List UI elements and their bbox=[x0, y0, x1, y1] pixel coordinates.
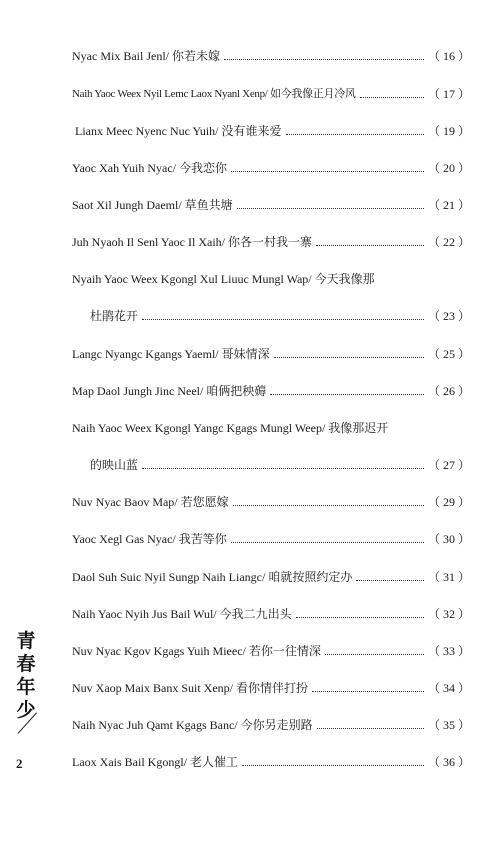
toc-entry-title: Juh Nyaoh Il Senl Yaoc Il Xaih/ 你各一村我一寨 bbox=[72, 235, 312, 249]
dot-leader bbox=[142, 468, 424, 469]
toc-entry-page: （ 26 ） bbox=[427, 384, 470, 398]
toc-entry-page: （ 34 ） bbox=[427, 681, 470, 695]
dot-leader bbox=[233, 505, 424, 506]
dot-leader bbox=[360, 97, 424, 98]
toc-entry[interactable] bbox=[72, 636, 470, 658]
toc-entry-title: Nuv Nyac Baov Map/ 若您愿嫁 bbox=[72, 495, 229, 509]
toc-entry-title: Laox Xais Bail Kgongl/ 老人催工 bbox=[72, 755, 238, 769]
toc-entry-page: （ 25 ） bbox=[427, 347, 470, 361]
book-title-char: 少 bbox=[16, 699, 36, 721]
toc-entry-page: （ 27 ） bbox=[427, 458, 470, 472]
toc-entry[interactable] bbox=[72, 747, 470, 769]
toc-entry[interactable] bbox=[72, 524, 470, 546]
toc-entry[interactable] bbox=[72, 673, 470, 695]
toc-entry[interactable] bbox=[75, 116, 470, 138]
toc-entry-page: （ 35 ） bbox=[427, 718, 470, 732]
toc-entry-page: （ 23 ） bbox=[427, 309, 470, 323]
toc-entry-title: Yaoc Xah Yuih Nyac/ 今我恋你 bbox=[72, 161, 227, 175]
dot-leader bbox=[356, 580, 424, 581]
dot-leader bbox=[325, 654, 424, 655]
toc-entry-title: Naih Yaoc Weex Nyil Lemc Laox Nyanl Xenp/ 如今我像正月冷风 bbox=[72, 88, 356, 100]
toc-entry-title: Nuv Nyac Kgov Kgags Yuih Mieec/ 若你一往情深 bbox=[72, 644, 321, 658]
toc-entry-continuation[interactable] bbox=[90, 301, 470, 323]
toc-entry[interactable] bbox=[72, 264, 470, 286]
dot-leader bbox=[316, 245, 424, 246]
book-title-char: 春 bbox=[16, 653, 36, 675]
toc-entry-page: （ 22 ） bbox=[427, 235, 470, 249]
book-title-char: 年 bbox=[16, 676, 36, 698]
dot-leader bbox=[274, 357, 424, 358]
toc-entry-title: Naih Yaoc Nyih Jus Bail Wul/ 今我二九出头 bbox=[72, 607, 292, 621]
toc-entry[interactable] bbox=[72, 190, 470, 212]
dot-leader bbox=[270, 394, 424, 395]
toc-entry-page: （ 31 ） bbox=[427, 570, 470, 584]
dot-leader bbox=[231, 542, 424, 543]
toc-entry-page: （ 17 ） bbox=[427, 87, 470, 101]
toc-entry[interactable] bbox=[72, 227, 470, 249]
toc-entry-page: （ 29 ） bbox=[427, 495, 470, 509]
dot-leader bbox=[224, 59, 424, 60]
dot-leader bbox=[286, 134, 424, 135]
dot-leader bbox=[237, 208, 424, 209]
toc-entry-title: Nuv Xaop Maix Banx Suit Xenp/ 看你情伴打扮 bbox=[72, 681, 308, 695]
book-title-char: 青 bbox=[16, 630, 36, 652]
page-number: 2 bbox=[16, 756, 23, 771]
dot-leader bbox=[317, 728, 424, 729]
toc-entry-page: （ 30 ） bbox=[427, 532, 470, 546]
book-sidebar bbox=[4, 630, 48, 771]
toc-entry-page: （ 36 ） bbox=[427, 755, 470, 769]
toc-entry[interactable] bbox=[72, 153, 470, 175]
toc-entry-page: （ 21 ） bbox=[427, 198, 470, 212]
toc-entry-title: 杜鹃花开 bbox=[90, 309, 139, 323]
toc-entry-title: Langc Nyangc Kgangs Yaeml/ 哥妹情深 bbox=[72, 347, 270, 361]
toc-entry-title: 的映山蓝 bbox=[90, 458, 139, 472]
toc-entry[interactable] bbox=[72, 339, 470, 361]
toc-entry-title: Naih Yaoc Weex Kgongl Yangc Kgags Mungl Weep/ 我像那迟开 bbox=[72, 421, 389, 435]
dot-leader bbox=[296, 617, 424, 618]
book-title-vertical bbox=[4, 630, 48, 722]
toc-entry-title: Nyac Mix Bail Jenl/ 你若未嫁 bbox=[72, 49, 220, 63]
toc-entry-title: Saot Xil Jungh Daeml/ 草鱼共塘 bbox=[72, 198, 233, 212]
toc-entry[interactable] bbox=[72, 487, 470, 509]
toc-entry[interactable] bbox=[72, 79, 470, 101]
toc-entry-page: （ 20 ） bbox=[427, 161, 470, 175]
toc-entry-page: （ 32 ） bbox=[427, 607, 470, 621]
toc-entry[interactable] bbox=[72, 376, 470, 398]
toc-entry-page: （ 33 ） bbox=[427, 644, 470, 658]
toc-entry-title: Daol Suh Suic Nyil Sungp Naih Liangc/ 咱就按照约定办 bbox=[72, 570, 353, 584]
toc-entry[interactable] bbox=[72, 599, 470, 621]
toc-entry-title: Lianx Meec Nyenc Nuc Yuih/ 没有谁来爱 bbox=[75, 124, 282, 138]
dot-leader bbox=[142, 319, 424, 320]
toc-entry-title: Nyaih Yaoc Weex Kgongl Xul Liuuc Mungl Wap/ 今天我像那 bbox=[72, 272, 375, 286]
dot-leader bbox=[312, 691, 424, 692]
toc-entry[interactable] bbox=[72, 413, 470, 435]
toc-entry[interactable] bbox=[72, 41, 470, 63]
toc-entry[interactable] bbox=[72, 562, 470, 584]
dot-leader bbox=[231, 171, 424, 172]
toc-entry-title: Naih Nyac Juh Qamt Kgags Banc/ 今你另走别路 bbox=[72, 718, 313, 732]
toc-entry[interactable] bbox=[72, 710, 470, 732]
toc-entry-title: Yaoc Xegl Gas Nyac/ 我苦等你 bbox=[72, 532, 227, 546]
toc-entry-title: Map Daol Jungh Jinc Neel/ 咱俩把秧薅 bbox=[72, 384, 267, 398]
toc-entry-page: （ 19 ） bbox=[427, 124, 470, 138]
toc-entry-continuation[interactable] bbox=[90, 450, 470, 472]
toc-entry-page: （ 16 ） bbox=[427, 49, 470, 63]
dot-leader bbox=[242, 765, 424, 766]
